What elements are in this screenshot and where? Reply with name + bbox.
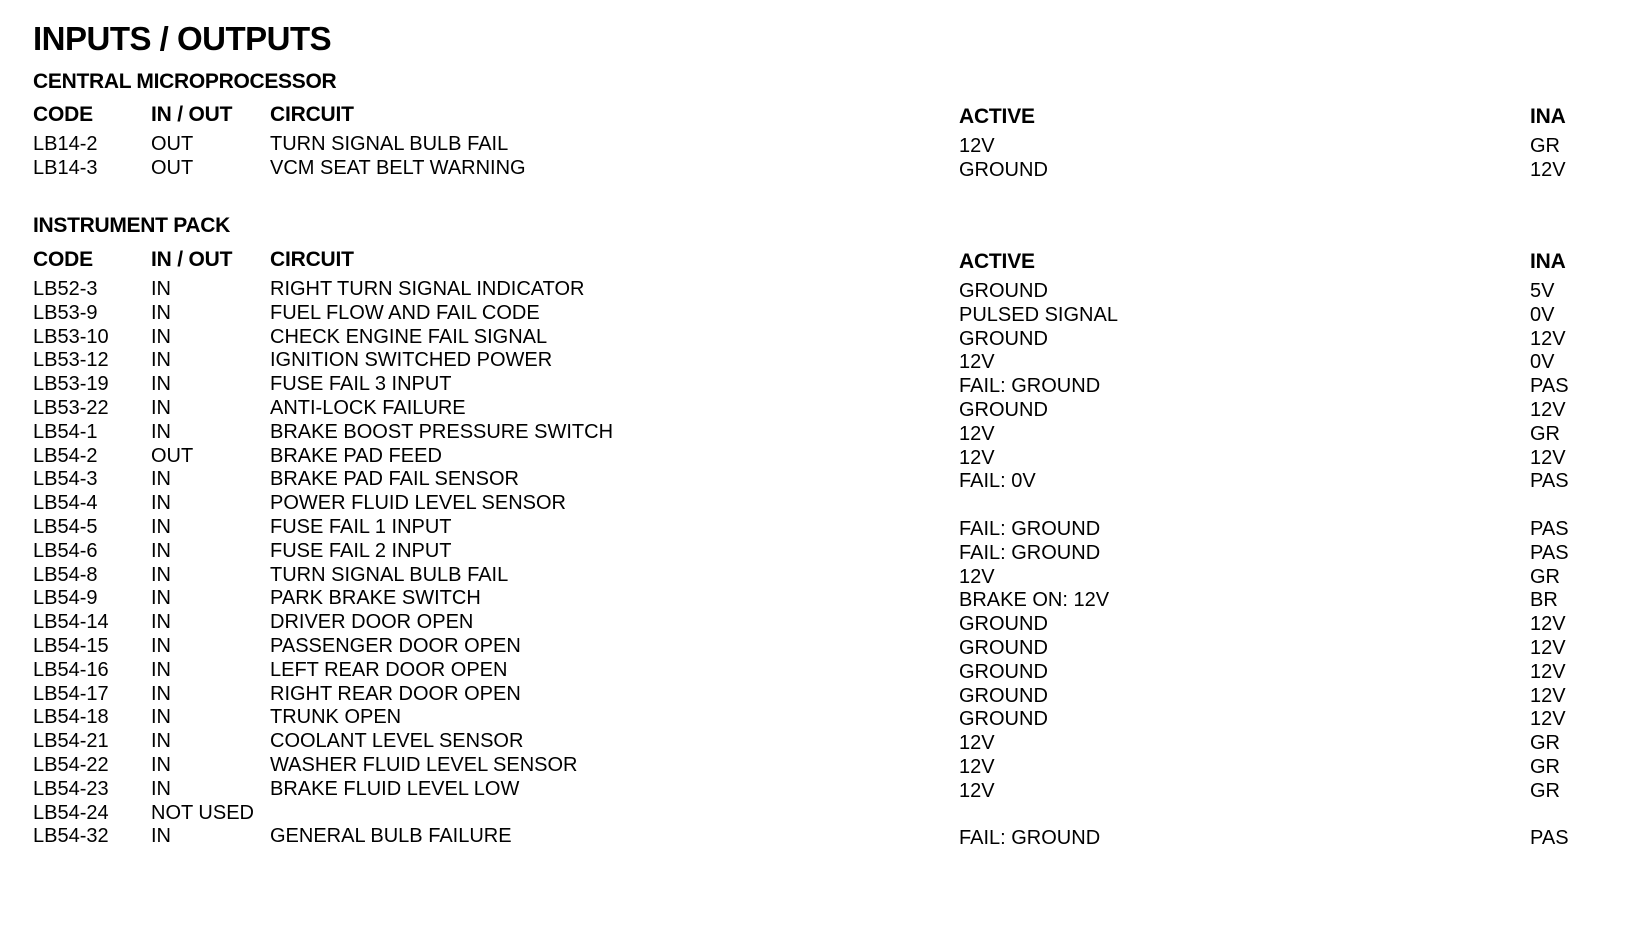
cell-circuit: ANTI-LOCK FAILURE (270, 397, 466, 419)
cell-code: LB54-15 (33, 635, 109, 657)
section-title: CENTRAL MICROPROCESSOR (33, 70, 337, 93)
cell-inactive: 12V (1530, 328, 1566, 350)
cell-inactive: GR (1530, 423, 1560, 445)
header-in-out: IN / OUT (151, 248, 233, 271)
cell-active: GROUND (959, 613, 1048, 635)
cell-inactive: PAS (1530, 518, 1569, 540)
cell-inactive: 12V (1530, 661, 1566, 683)
cell-active: GROUND (959, 685, 1048, 707)
cell-circuit: PASSENGER DOOR OPEN (270, 635, 521, 657)
cell-in-out: IN (151, 706, 171, 728)
cell-in-out: IN (151, 683, 171, 705)
table-row (0, 420, 1648, 444)
table-row (0, 729, 1648, 753)
table-row (0, 515, 1648, 539)
cell-in-out: IN (151, 659, 171, 681)
cell-code: LB53-10 (33, 326, 109, 348)
cell-in-out: IN (151, 326, 171, 348)
cell-in-out: IN (151, 730, 171, 752)
table-row (0, 491, 1648, 515)
cell-circuit: CHECK ENGINE FAIL SIGNAL (270, 326, 548, 348)
cell-code: LB54-9 (33, 587, 98, 609)
cell-inactive: GR (1530, 135, 1560, 157)
cell-inactive: GR (1530, 780, 1560, 802)
cell-code: LB54-3 (33, 468, 98, 490)
cell-circuit: GENERAL BULB FAILURE (270, 825, 512, 847)
table-row (0, 610, 1648, 634)
cell-circuit: TURN SIGNAL BULB FAIL (270, 133, 509, 155)
cell-code: LB54-24 (33, 802, 109, 824)
cell-code: LB54-32 (33, 825, 109, 847)
cell-code: LB54-5 (33, 516, 98, 538)
cell-in-out: IN (151, 302, 171, 324)
cell-circuit: FUSE FAIL 1 INPUT (270, 516, 452, 538)
table-row (0, 539, 1648, 563)
cell-code: LB53-12 (33, 349, 109, 371)
cell-circuit: PARK BRAKE SWITCH (270, 587, 481, 609)
table-row (0, 277, 1648, 301)
cell-in-out: IN (151, 754, 171, 776)
table-row (0, 563, 1648, 587)
table-row (0, 325, 1648, 349)
cell-inactive: 12V (1530, 637, 1566, 659)
cell-active: FAIL: GROUND (959, 375, 1101, 397)
cell-inactive: GR (1530, 732, 1560, 754)
cell-active: FAIL: GROUND (959, 542, 1101, 564)
table-row (0, 753, 1648, 777)
cell-active: GROUND (959, 159, 1048, 181)
table-row (0, 801, 1648, 825)
cell-active: 12V (959, 756, 995, 778)
cell-active: 12V (959, 135, 995, 157)
cell-inactive: 0V (1530, 304, 1555, 326)
cell-in-out: IN (151, 421, 171, 443)
cell-inactive: BR (1530, 589, 1558, 611)
cell-in-out: IN (151, 635, 171, 657)
cell-in-out: IN (151, 825, 171, 847)
header-active: ACTIVE (959, 250, 1035, 273)
cell-active: 12V (959, 732, 995, 754)
cell-active: GROUND (959, 399, 1048, 421)
table-row (0, 444, 1648, 468)
cell-inactive: 5V (1530, 280, 1555, 302)
cell-active: FAIL: 0V (959, 470, 1036, 492)
cell-inactive: 12V (1530, 613, 1566, 635)
cell-code: LB54-14 (33, 611, 109, 633)
cell-circuit: WASHER FLUID LEVEL SENSOR (270, 754, 578, 776)
cell-code: LB54-21 (33, 730, 109, 752)
cell-in-out: IN (151, 278, 171, 300)
cell-in-out: IN (151, 492, 171, 514)
cell-active: 12V (959, 423, 995, 445)
cell-in-out: IN (151, 468, 171, 490)
page-title: INPUTS / OUTPUTS (33, 20, 332, 57)
cell-circuit: LEFT REAR DOOR OPEN (270, 659, 508, 681)
header-code: CODE (33, 103, 93, 126)
header-circuit: CIRCUIT (270, 248, 354, 271)
cell-circuit: FUSE FAIL 2 INPUT (270, 540, 452, 562)
cell-circuit: TRUNK OPEN (270, 706, 402, 728)
header-active: ACTIVE (959, 105, 1035, 128)
cell-circuit: DRIVER DOOR OPEN (270, 611, 474, 633)
cell-inactive: PAS (1530, 542, 1569, 564)
table-row (0, 777, 1648, 801)
cell-active: 12V (959, 351, 995, 373)
cell-active: BRAKE ON: 12V (959, 589, 1110, 611)
table-row (0, 348, 1648, 372)
cell-active: FAIL: GROUND (959, 827, 1101, 849)
table-row (0, 682, 1648, 706)
cell-in-out: OUT (151, 157, 194, 179)
cell-circuit: VCM SEAT BELT WARNING (270, 157, 526, 179)
cell-code: LB14-3 (33, 157, 98, 179)
cell-active: 12V (959, 447, 995, 469)
cell-in-out: IN (151, 349, 171, 371)
table-row (0, 132, 1648, 156)
cell-code: LB54-17 (33, 683, 109, 705)
cell-in-out: IN (151, 397, 171, 419)
cell-in-out: IN (151, 587, 171, 609)
table-row (0, 156, 1648, 180)
cell-code: LB54-8 (33, 564, 98, 586)
cell-in-out: IN (151, 564, 171, 586)
cell-circuit: FUSE FAIL 3 INPUT (270, 373, 452, 395)
cell-active: GROUND (959, 637, 1048, 659)
cell-code: LB53-19 (33, 373, 109, 395)
table-row (0, 467, 1648, 491)
cell-active: 12V (959, 780, 995, 802)
cell-active: GROUND (959, 280, 1048, 302)
cell-in-out: IN (151, 373, 171, 395)
cell-code: LB54-6 (33, 540, 98, 562)
cell-circuit: RIGHT TURN SIGNAL INDICATOR (270, 278, 585, 300)
cell-active: PULSED SIGNAL (959, 304, 1118, 326)
header-inactive: INA (1530, 105, 1566, 128)
cell-inactive: GR (1530, 566, 1560, 588)
cell-inactive: 12V (1530, 159, 1566, 181)
header-in-out: IN / OUT (151, 103, 233, 126)
cell-circuit: COOLANT LEVEL SENSOR (270, 730, 524, 752)
cell-code: LB54-18 (33, 706, 109, 728)
cell-inactive: GR (1530, 756, 1560, 778)
cell-circuit: BRAKE PAD FEED (270, 445, 442, 467)
cell-code: LB54-4 (33, 492, 98, 514)
cell-in-out: OUT (151, 133, 194, 155)
cell-code: LB53-9 (33, 302, 98, 324)
cell-code: LB54-22 (33, 754, 109, 776)
cell-inactive: 12V (1530, 399, 1566, 421)
cell-inactive: 12V (1530, 447, 1566, 469)
cell-circuit: RIGHT REAR DOOR OPEN (270, 683, 521, 705)
cell-in-out: OUT (151, 445, 194, 467)
header-code: CODE (33, 248, 93, 271)
table-row (0, 658, 1648, 682)
cell-active: FAIL: GROUND (959, 518, 1101, 540)
cell-active: 12V (959, 566, 995, 588)
cell-in-out: NOT USED (151, 802, 254, 824)
table-row (0, 586, 1648, 610)
cell-code: LB54-23 (33, 778, 109, 800)
header-inactive: INA (1530, 250, 1566, 273)
table-row (0, 705, 1648, 729)
header-circuit: CIRCUIT (270, 103, 354, 126)
cell-inactive: PAS (1530, 470, 1569, 492)
cell-code: LB54-16 (33, 659, 109, 681)
cell-code: LB54-2 (33, 445, 98, 467)
cell-active: GROUND (959, 328, 1048, 350)
table-row (0, 396, 1648, 420)
cell-circuit: FUEL FLOW AND FAIL CODE (270, 302, 540, 324)
cell-circuit: BRAKE FLUID LEVEL LOW (270, 778, 520, 800)
cell-code: LB14-2 (33, 133, 98, 155)
cell-inactive: PAS (1530, 827, 1569, 849)
cell-code: LB52-3 (33, 278, 98, 300)
cell-circuit: TURN SIGNAL BULB FAIL (270, 564, 509, 586)
cell-code: LB53-22 (33, 397, 109, 419)
cell-active: GROUND (959, 661, 1048, 683)
cell-circuit: IGNITION SWITCHED POWER (270, 349, 553, 371)
cell-in-out: IN (151, 778, 171, 800)
cell-circuit: POWER FLUID LEVEL SENSOR (270, 492, 566, 514)
cell-in-out: IN (151, 611, 171, 633)
cell-code: LB54-1 (33, 421, 98, 443)
cell-in-out: IN (151, 516, 171, 538)
table-row (0, 301, 1648, 325)
cell-inactive: 0V (1530, 351, 1555, 373)
cell-circuit: BRAKE PAD FAIL SENSOR (270, 468, 519, 490)
cell-inactive: 12V (1530, 685, 1566, 707)
section-title: INSTRUMENT PACK (33, 214, 230, 237)
cell-circuit: BRAKE BOOST PRESSURE SWITCH (270, 421, 614, 443)
table-row (0, 824, 1648, 848)
table-row (0, 372, 1648, 396)
cell-in-out: IN (151, 540, 171, 562)
cell-active: GROUND (959, 708, 1048, 730)
table-row (0, 634, 1648, 658)
cell-inactive: 12V (1530, 708, 1566, 730)
cell-inactive: PAS (1530, 375, 1569, 397)
